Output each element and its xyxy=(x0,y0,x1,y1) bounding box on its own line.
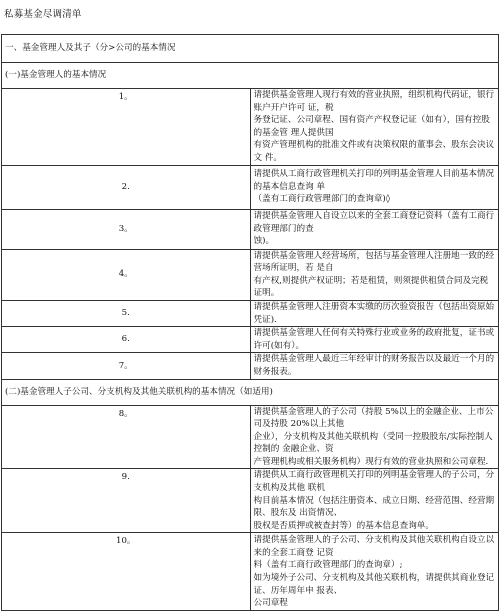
due-diligence-table xyxy=(1,34,499,611)
item-description xyxy=(250,405,499,469)
item-line: 请提供基金管理人任何有关特殊行业或业务的政府批复，证书或许可(如有）。 xyxy=(253,328,495,351)
item-line: 公司章程 xyxy=(253,598,288,609)
table-row xyxy=(2,165,499,209)
item-line: 有产权,则提供产权证明；若是租赁，则须提供租赁合同及完税证明。 xyxy=(253,275,489,299)
item-line: 请提供基金管理人现行有效的营业执照，组织机构代码证，银行账户开户许可 证，税 xyxy=(253,90,495,113)
item-number: 9. xyxy=(2,469,251,533)
item-line: 请提供基金管理人自设立以来的全套工商登记资料（盖有工商行政管理部门的查 xyxy=(253,211,495,234)
item-line: 企业），分支机构及其他关联机构（受同一控股股东/实际控制人控制的 金融企业、资 xyxy=(253,431,493,455)
item-number: 8。 xyxy=(2,405,251,469)
item-line: 如为境外子公司、分支机构及其他关联机构，请提供其商业登记证、历年周年申 报表、 xyxy=(253,572,495,596)
item-line: 请提供基金管理人经营场所，包括与基金管理人注册地一致的经营场所证明，若 是自 xyxy=(253,250,495,274)
item-line: 请提供从工商行政管理机关打印的列明基金管理人的子公司，分支机构及其他 联机 xyxy=(253,470,495,494)
item-line: 产管理机构或相关服务机构）现行有效的营业执照和公司章程. xyxy=(253,456,489,467)
item-line: 股权是否质押或被查封等）的基本信息查询单。 xyxy=(253,520,434,531)
item-description xyxy=(250,300,499,326)
section-1-title: 一、基金管理人及其子（分>公司的基本情况 xyxy=(2,35,499,63)
item-number: 5. xyxy=(2,300,251,326)
table-row xyxy=(2,249,499,300)
item-line: 请提供基金管理人最近三年经审计的财务报告以及最近一个月的财务报表。 xyxy=(253,354,495,377)
section-row xyxy=(2,35,499,63)
item-number: 1。 xyxy=(2,89,251,166)
section-row xyxy=(2,379,499,405)
item-number: 4。 xyxy=(2,249,251,300)
subsection-row xyxy=(2,63,499,89)
item-description xyxy=(250,249,499,300)
item-line: 请提供基金管理人注册资本实缴的历次验资报告（包括出资原始凭证). xyxy=(253,301,495,325)
item-line: （盖有工商行政管理部门的查询章)◊ xyxy=(253,194,391,205)
item-line: 请提供基金管理人的子公司、分支机构及其他关联机构自设立以来的全套工商登 记资 xyxy=(253,535,495,558)
item-number: 7。 xyxy=(2,353,251,379)
table-row xyxy=(2,209,499,249)
item-number: 3。 xyxy=(2,209,251,249)
item-description xyxy=(250,89,499,166)
table-row xyxy=(2,353,499,379)
item-line: 料（盖有工商行政管理部门的查询章）; xyxy=(253,560,403,571)
item-line: 务登记证、公司章程、国有资产产权登记证（如有），国有控股的基金管 理人提供国 xyxy=(253,115,490,138)
table-row xyxy=(2,89,499,166)
item-description xyxy=(250,469,499,533)
document-title: 私募基金尽调清单 xyxy=(4,9,82,20)
table-row xyxy=(2,327,499,353)
table-row xyxy=(2,469,499,533)
item-line: 蚀)。 xyxy=(253,236,275,247)
item-description xyxy=(250,327,499,353)
item-description xyxy=(250,209,499,249)
table-row xyxy=(2,405,499,469)
section-2-title: (二)基金管理人子公司、分支机构及其他关联机构的基本情况（如适用) xyxy=(2,379,499,405)
table-row xyxy=(2,300,499,326)
item-number: 2. xyxy=(2,165,251,209)
item-description xyxy=(250,533,499,611)
subsection-1-title: (一)基金管理人的基本情况 xyxy=(2,63,499,89)
item-number: 10。 xyxy=(2,533,251,611)
item-line: 有资产管理机构的批准文件或有决策权限的董事会、股东会决议文 件。 xyxy=(253,140,495,163)
item-line: 构目前基本情况（包括注册资本、成立日期、经营范围、经营期限、股东及 出资情况、 xyxy=(253,495,495,519)
item-description xyxy=(250,353,499,379)
item-line: 请提供基金管理人的子公司（持股 5%以上的金融企业、上市公司及持股 20%以上其他 xyxy=(253,406,494,430)
item-line: 请提供从工商行政管理机关打印的列明基金管理人目前基本情况的基本信息查询 单 xyxy=(253,169,495,192)
item-number: 6. xyxy=(2,327,251,353)
table-row xyxy=(2,533,499,611)
item-description xyxy=(250,165,499,209)
